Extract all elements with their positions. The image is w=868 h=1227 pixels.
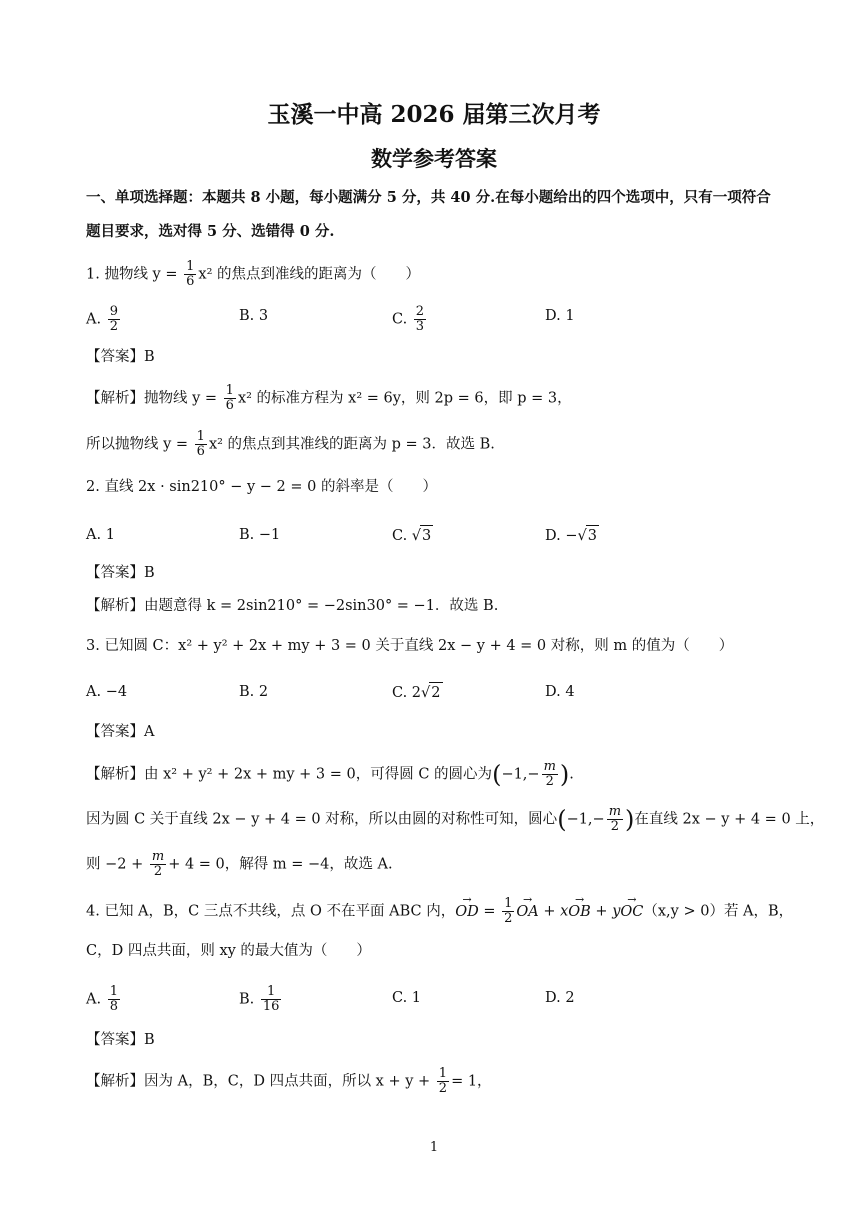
question-2-option-d: D. −√3 [545,525,599,546]
question-4-option-b: B. $\frac{1}{16}$ [239,984,280,1014]
question-4-stem-line1: 4. 已知 A，B，C 三点不共线，点 O 不在平面 ABC 内，→ OD = $\frac{1}{2}$ → OA + x→ OB + y→ OC（x,y > 0）若 A，B， [86,897,793,926]
question-3-solution-line3: 则 −2 + $\frac{m}{2}$ + 4 = 0，解得 m = −4，故选 A. [86,849,393,879]
question-4-solution: 【解析】因为 A，B，C，D 四点共面，所以 x + y + $\frac{1}{2}$ = 1， [86,1066,492,1096]
question-2-stem: 2. 直线 2x · sin210° − y − 2 = 0 的斜率是（ ） [86,479,437,495]
page-number: 1 [429,1140,439,1155]
question-3-option-a: A. −4 [86,684,128,700]
question-1-solution-line1: 【解析】抛物线 y = $\frac{1}{6}$ x² 的标准方程为 x² = 6y，则 2p = 6，即 p = 3， [86,383,572,413]
question-1-option-c: C. $\frac{2}{3}$ [392,304,425,334]
fraction: $\frac{1}{6}$ [186,259,195,289]
question-3-solution-line2: 因为圆 C 关于直线 2x − y + 4 = 0 对称，所以由圆的对称性可知，圆心(−1,− $\frac{m}{2}$ )在直线 2x − y + 4 = 0 上， [86,804,825,834]
question-1-answer: 【答案】B [86,349,155,365]
page-title: 玉溪一中高 2026 届第三次月考 [267,101,601,128]
question-2-option-a: A. 1 [86,527,115,543]
question-3-option-c: C. 2√2 [392,682,443,703]
question-4-option-d: D. 2 [545,990,575,1006]
vector-ob: → OB [568,902,591,922]
question-2-answer: 【答案】B [86,565,155,581]
question-4-stem-line2: C，D 四点共面，则 xy 的最大值为（ ） [86,943,371,959]
question-1-option-d: D. 1 [545,308,575,324]
question-3-option-d: D. 4 [545,684,575,700]
page-subtitle: 数学参考答案 [371,146,497,171]
question-3-option-b: B. 2 [239,684,269,700]
section-heading-line2: 题目要求，选对得 5 分、选错得 0 分. [86,223,335,240]
question-1-option-a: A. $\frac{9}{2}$ [86,304,118,334]
vector-oa: → OA [516,902,538,922]
question-3-stem: 3. 已知圆 C：x² + y² + 2x + my + 3 = 0 关于直线 2x − y + 4 = 0 对称，则 m 的值为（ ） [86,638,734,654]
question-3-answer: 【答案】A [86,724,155,740]
question-2-option-b: B. −1 [239,527,281,543]
vector-oc: → OC [620,902,643,922]
vector-od: → OD [455,902,479,922]
question-4-option-a: A. $\frac{1}{8}$ [86,984,118,1014]
question-2-option-c: C. √3 [392,525,433,546]
question-2-solution: 【解析】由题意得 k = 2sin210° = −2sin30° = −1．故选 B. [86,598,499,614]
question-4-option-c: C. 1 [392,990,422,1006]
question-1-solution-line2: 所以抛物线 y = $\frac{1}{6}$ x² 的焦点到其准线的距离为 p = 3．故选 B. [86,429,495,459]
question-1-option-b: B. 3 [239,308,269,324]
question-4-answer: 【答案】B [86,1032,155,1048]
question-3-solution-line1: 【解析】由 x² + y² + 2x + my + 3 = 0，可得圆 C 的圆心为(−1,− $\frac{m}{2}$ ). [86,759,574,789]
question-1-stem: 1. 抛物线 y = $\frac{1}{6}$ x² 的焦点到准线的距离为（ ） [86,259,421,289]
section-heading-line1: 一、单项选择题：本题共 8 小题，每小题满分 5 分，共 40 分.在每小题给出的四个选项中，只有一项符合 [86,189,771,206]
